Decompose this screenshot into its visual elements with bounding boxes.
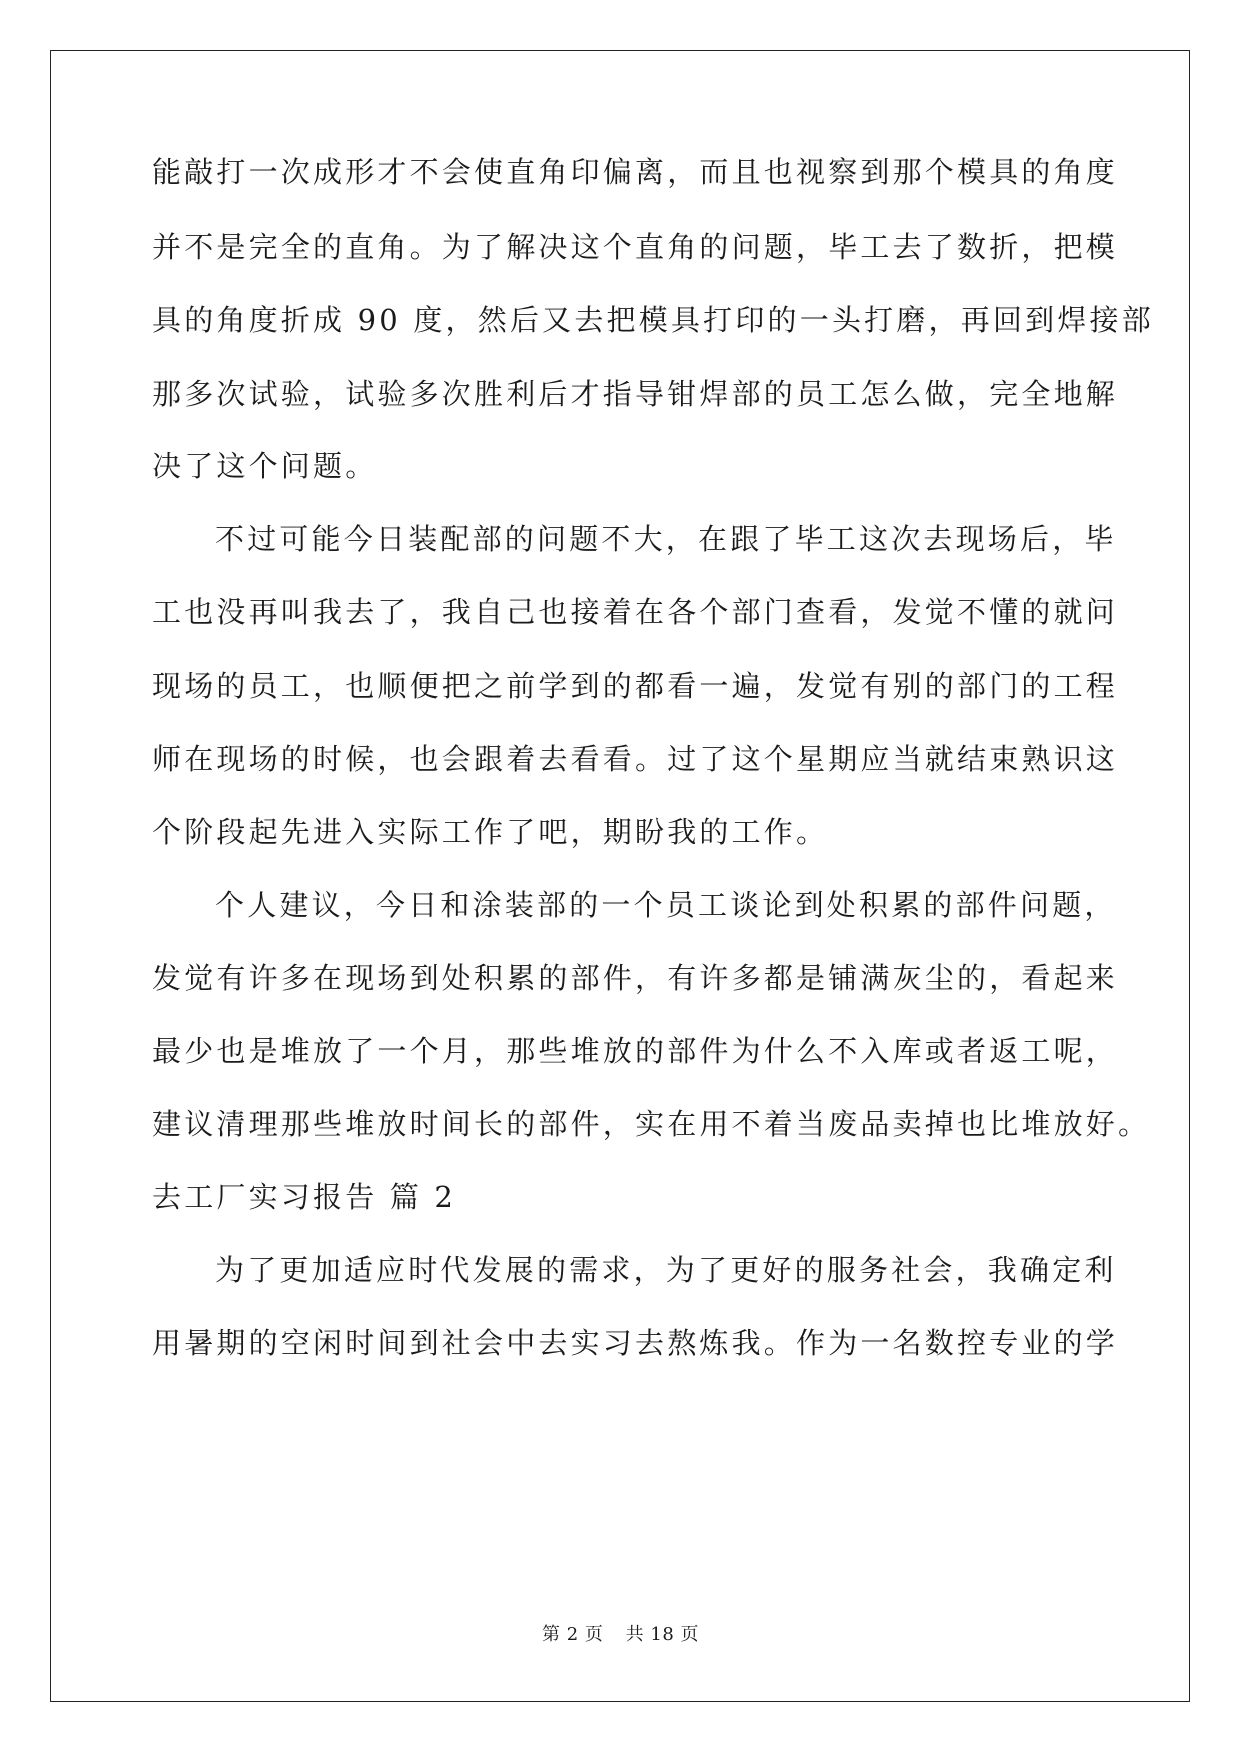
body-line: 师在现场的时候，也会跟着去看看。过了这个星期应当就结束熟识这 — [152, 742, 1119, 776]
body-line: 工也没再叫我去了，我自己也接着在各个部门查看，发觉不懂的就问 — [152, 595, 1119, 629]
page-border — [50, 50, 1190, 1702]
body-line: 具的角度折成 90 度，然后又去把模具打印的一头打磨，再回到焊接部 — [152, 303, 1154, 337]
body-line: 现场的员工，也顺便把之前学到的都看一遍，发觉有别的部门的工程 — [152, 669, 1119, 703]
page-number: 第 2 页 — [542, 1624, 604, 1645]
body-line: 发觉有许多在现场到处积累的部件，有许多都是铺满灰尘的，看起来 — [152, 961, 1119, 995]
paragraph-start: 不过可能今日装配部的问题不大，在跟了毕工这次去现场后，毕 — [215, 522, 1117, 556]
body-line: 用暑期的空闲时间到社会中去实习去熬炼我。作为一名数控专业的学 — [152, 1326, 1119, 1360]
page-footer — [0, 1620, 1241, 1646]
body-line: 最少也是堆放了一个月，那些堆放的部件为什么不入库或者返工呢， — [152, 1034, 1119, 1068]
body-line: 能敲打一次成形才不会使直角印偏离，而且也视察到那个模具的角度 — [152, 155, 1119, 189]
body-line: 那多次试验，试验多次胜利后才指导钳焊部的员工怎么做，完全地解 — [152, 377, 1119, 411]
section-heading: 去工厂实习报告 篇 2 — [152, 1180, 457, 1214]
body-line: 并不是完全的直角。为了解决这个直角的问题，毕工去了数折，把模 — [152, 230, 1119, 264]
body-line: 建议清理那些堆放时间长的部件，实在用不着当废品卖掉也比堆放好。 — [152, 1107, 1151, 1141]
paragraph-start: 为了更加适应时代发展的需求，为了更好的服务社会，我确定利 — [215, 1253, 1117, 1287]
body-line: 个阶段起先进入实际工作了吧，期盼我的工作。 — [152, 815, 829, 849]
body-line: 决了这个问题。 — [152, 449, 378, 483]
paragraph-start: 个人建议，今日和涂装部的一个员工谈论到处积累的部件问题， — [215, 888, 1117, 922]
page-total: 共 18 页 — [625, 1624, 699, 1645]
